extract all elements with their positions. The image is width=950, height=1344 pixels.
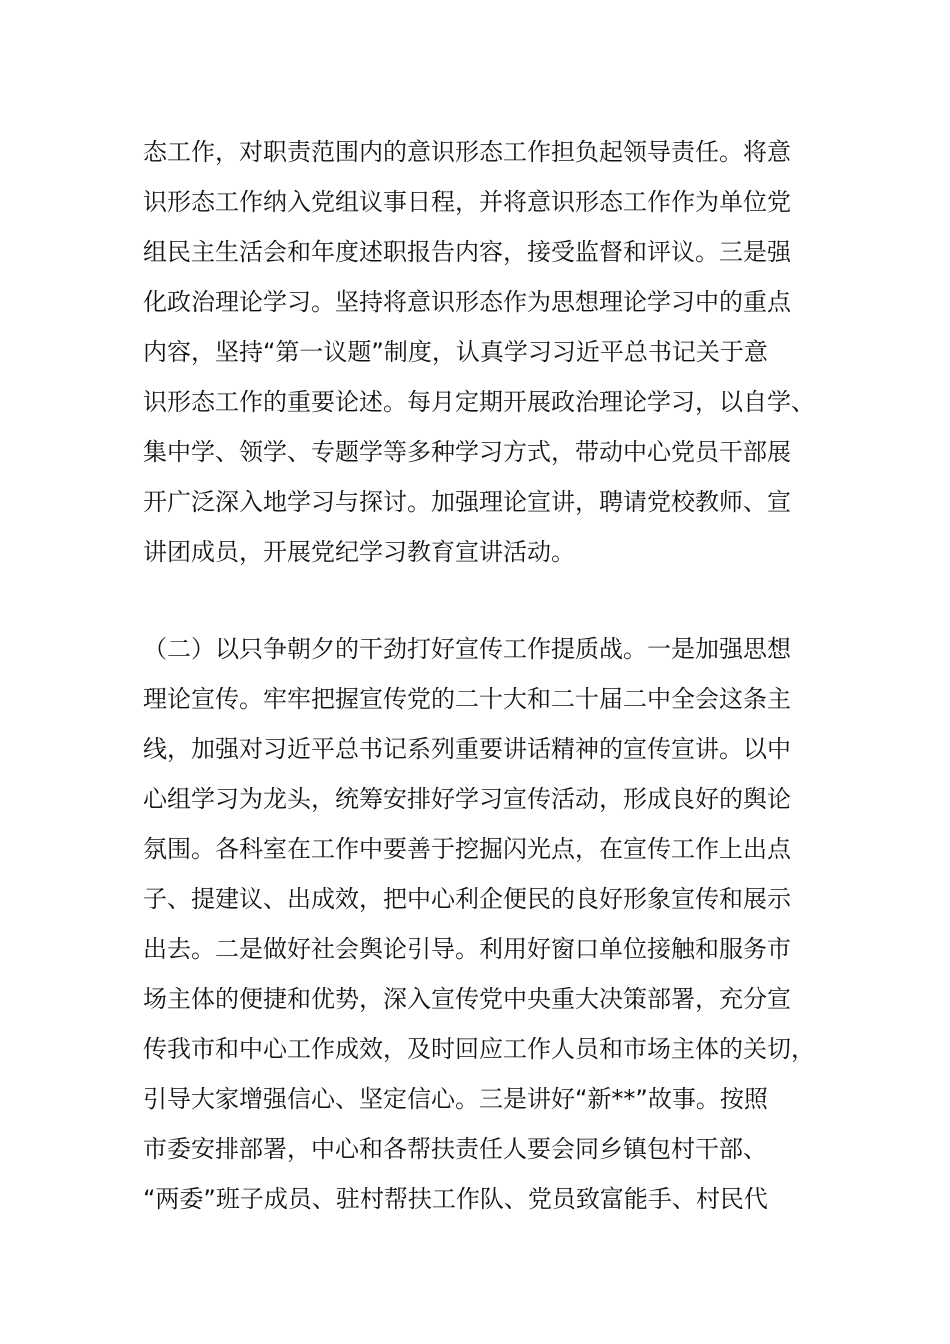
text-line: 讲团成员，开展党纪学习教育宣讲活动。: [143, 538, 575, 566]
text-line: 理论宣传。牢牢把握宣传党的二十大和二十届二中全会这条主: [143, 685, 791, 713]
text-line: 引导大家增强信心、坚定信心。三是讲好“新**”故事。按照: [143, 1085, 768, 1113]
text-line: 市委安排部署，中心和各帮扶责任人要会同乡镇包村干部、: [143, 1135, 767, 1163]
text-line: 传我市和中心工作成效，及时回应工作人员和市场主体的关切，: [143, 1035, 815, 1063]
text-line: 化政治理论学习。坚持将意识形态作为思想理论学习中的重点: [143, 288, 791, 316]
paragraph-ideology-work: [143, 127, 823, 577]
text-line: 场主体的便捷和优势，深入宣传党中央重大决策部署，充分宣: [143, 985, 791, 1013]
section-heading-line: （二）以只争朝夕的干劲打好宣传工作提质战。一是加强思想: [143, 635, 791, 663]
text-line: “两委”班子成员、驻村帮扶工作队、党员致富能手、村民代: [143, 1185, 768, 1213]
text-line: 子、提建议、出成效，把中心利企便民的良好形象宣传和展示: [143, 885, 791, 913]
text-line: 集中学、领学、专题学等多种学习方式，带动中心党员干部展: [143, 438, 791, 466]
text-line: 出去。二是做好社会舆论引导。利用好窗口单位接触和服务市: [143, 935, 791, 963]
text-line: 开广泛深入地学习与探讨。加强理论宣讲，聘请党校教师、宣: [143, 488, 791, 516]
text-line: 识形态工作的重要论述。每月定期开展政治理论学习，以自学、: [143, 388, 815, 416]
text-line: 态工作，对职责范围内的意识形态工作担负起领导责任。将意: [143, 138, 791, 166]
text-line: 氛围。各科室在工作中要善于挖掘闪光点，在宣传工作上出点: [143, 835, 791, 863]
text-line: 组民主生活会和年度述职报告内容，接受监督和评议。三是强: [143, 238, 791, 266]
text-line: 线，加强对习近平总书记系列重要讲话精神的宣传宣讲。以中: [143, 735, 791, 763]
paragraph-publicity-work: [143, 624, 823, 1224]
text-line: 内容，坚持“第一议题”制度，认真学习习近平总书记关于意: [143, 338, 768, 366]
text-line: 心组学习为龙头，统筹安排好学习宣传活动，形成良好的舆论: [143, 785, 791, 813]
text-line: 识形态工作纳入党组议事日程，并将意识形态工作作为单位党: [143, 188, 791, 216]
